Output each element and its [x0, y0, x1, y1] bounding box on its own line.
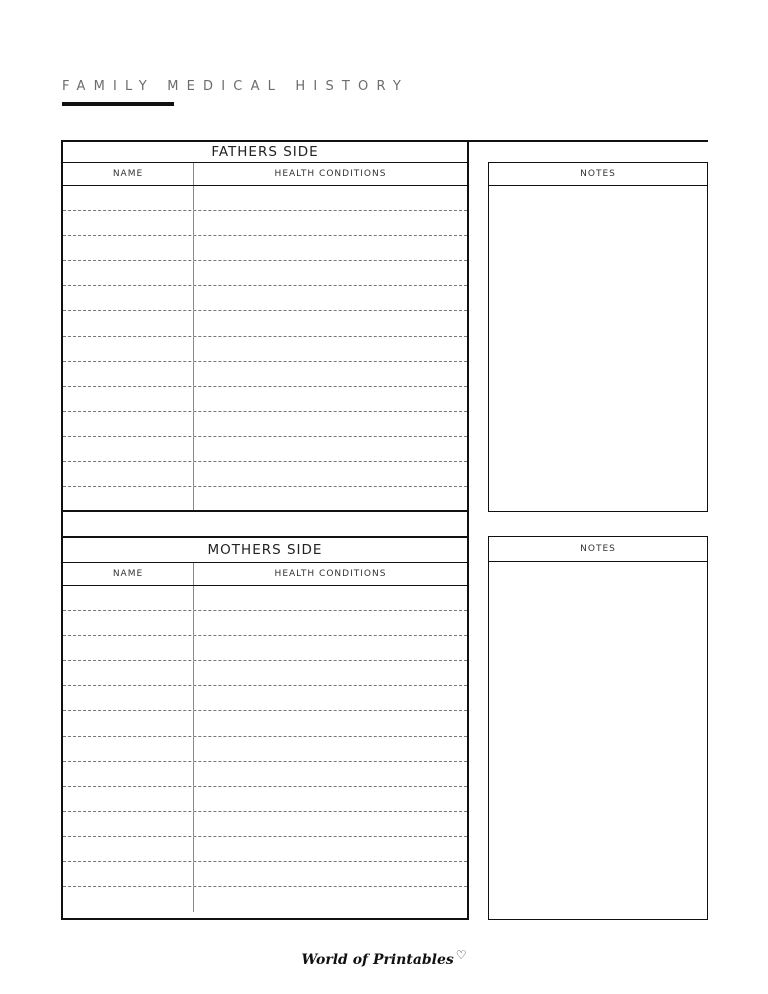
fathers-side-table	[61, 140, 469, 538]
name-cell[interactable]	[63, 611, 194, 635]
name-cell[interactable]	[63, 812, 194, 836]
notes-heading: NOTES	[489, 163, 707, 186]
table-row	[63, 586, 467, 611]
health-conditions-cell[interactable]	[194, 337, 467, 361]
health-conditions-cell[interactable]	[194, 437, 467, 461]
health-conditions-cell[interactable]	[194, 686, 467, 710]
health-conditions-cell[interactable]	[194, 487, 467, 512]
fathers-side-column-headers	[63, 163, 467, 186]
fathers-side-rows	[63, 186, 467, 512]
name-cell[interactable]	[63, 362, 194, 386]
mothers-side-table	[61, 536, 469, 920]
table-row	[63, 661, 467, 686]
table-row	[63, 412, 467, 437]
table-row	[63, 186, 467, 211]
name-cell[interactable]	[63, 837, 194, 861]
table-row	[63, 286, 467, 311]
health-conditions-cell[interactable]	[194, 311, 467, 335]
fathers-notes-box[interactable]	[488, 162, 708, 512]
name-cell[interactable]	[63, 261, 194, 285]
health-conditions-cell[interactable]	[194, 586, 467, 610]
name-column-header: NAME	[63, 163, 194, 185]
table-row	[63, 711, 467, 736]
health-conditions-cell[interactable]	[194, 462, 467, 486]
name-cell[interactable]	[63, 236, 194, 260]
name-cell[interactable]	[63, 387, 194, 411]
name-cell[interactable]	[63, 862, 194, 886]
name-cell[interactable]	[63, 737, 194, 761]
brand-logo	[0, 948, 768, 968]
health-conditions-cell[interactable]	[194, 362, 467, 386]
name-cell[interactable]	[63, 887, 194, 912]
table-row	[63, 636, 467, 661]
health-conditions-cell[interactable]	[194, 211, 467, 235]
health-conditions-column-header: HEALTH CONDITIONS	[274, 569, 387, 579]
name-cell[interactable]	[63, 586, 194, 610]
health-conditions-cell[interactable]	[194, 812, 467, 836]
name-cell[interactable]	[63, 762, 194, 786]
name-cell[interactable]	[63, 686, 194, 710]
health-conditions-cell[interactable]	[194, 236, 467, 260]
table-row	[63, 311, 467, 336]
table-row	[63, 862, 467, 887]
table-row	[63, 887, 467, 912]
heart-icon: ♡	[455, 948, 467, 962]
mothers-side-rows	[63, 586, 467, 912]
health-conditions-cell[interactable]	[194, 636, 467, 660]
name-cell[interactable]	[63, 711, 194, 735]
health-conditions-cell[interactable]	[194, 711, 467, 735]
name-cell[interactable]	[63, 437, 194, 461]
health-conditions-cell[interactable]	[194, 762, 467, 786]
health-conditions-cell[interactable]	[194, 387, 467, 411]
mothers-side-column-headers	[63, 563, 467, 586]
health-conditions-cell[interactable]	[194, 261, 467, 285]
fathers-side-heading: FATHERS SIDE	[63, 142, 467, 163]
top-rule-divider	[468, 140, 708, 142]
health-conditions-cell[interactable]	[194, 186, 467, 210]
name-cell[interactable]	[63, 487, 194, 512]
table-row	[63, 261, 467, 286]
brand-name: World of Printables	[301, 952, 454, 968]
name-cell[interactable]	[63, 186, 194, 210]
health-conditions-cell[interactable]	[194, 412, 467, 436]
table-row	[63, 787, 467, 812]
notes-heading: NOTES	[489, 537, 707, 562]
section-divider	[61, 510, 469, 512]
table-row	[63, 337, 467, 362]
table-row	[63, 211, 467, 236]
health-conditions-cell[interactable]	[194, 661, 467, 685]
health-conditions-cell[interactable]	[194, 286, 467, 310]
table-row	[63, 686, 467, 711]
name-cell[interactable]	[63, 211, 194, 235]
name-cell[interactable]	[63, 311, 194, 335]
name-cell[interactable]	[63, 636, 194, 660]
table-row	[63, 362, 467, 387]
table-row	[63, 487, 467, 512]
name-cell[interactable]	[63, 462, 194, 486]
health-conditions-cell[interactable]	[194, 887, 467, 912]
table-row	[63, 387, 467, 412]
name-cell[interactable]	[63, 337, 194, 361]
health-conditions-cell[interactable]	[194, 837, 467, 861]
name-cell[interactable]	[63, 661, 194, 685]
page-title: FAMILY MEDICAL HISTORY	[62, 79, 410, 94]
table-row	[63, 611, 467, 636]
mothers-side-heading: MOTHERS SIDE	[63, 538, 467, 563]
table-row	[63, 762, 467, 787]
name-column-header: NAME	[63, 563, 194, 585]
table-row	[63, 737, 467, 762]
health-conditions-cell[interactable]	[194, 611, 467, 635]
health-conditions-cell[interactable]	[194, 787, 467, 811]
table-row	[63, 812, 467, 837]
health-conditions-column-header: HEALTH CONDITIONS	[274, 169, 387, 179]
table-row	[63, 462, 467, 487]
name-cell[interactable]	[63, 412, 194, 436]
health-conditions-cell[interactable]	[194, 737, 467, 761]
table-row	[63, 837, 467, 862]
table-row	[63, 437, 467, 462]
title-underline	[62, 102, 174, 106]
table-row	[63, 236, 467, 261]
name-cell[interactable]	[63, 787, 194, 811]
mothers-notes-box[interactable]	[488, 536, 708, 920]
health-conditions-cell[interactable]	[194, 862, 467, 886]
name-cell[interactable]	[63, 286, 194, 310]
